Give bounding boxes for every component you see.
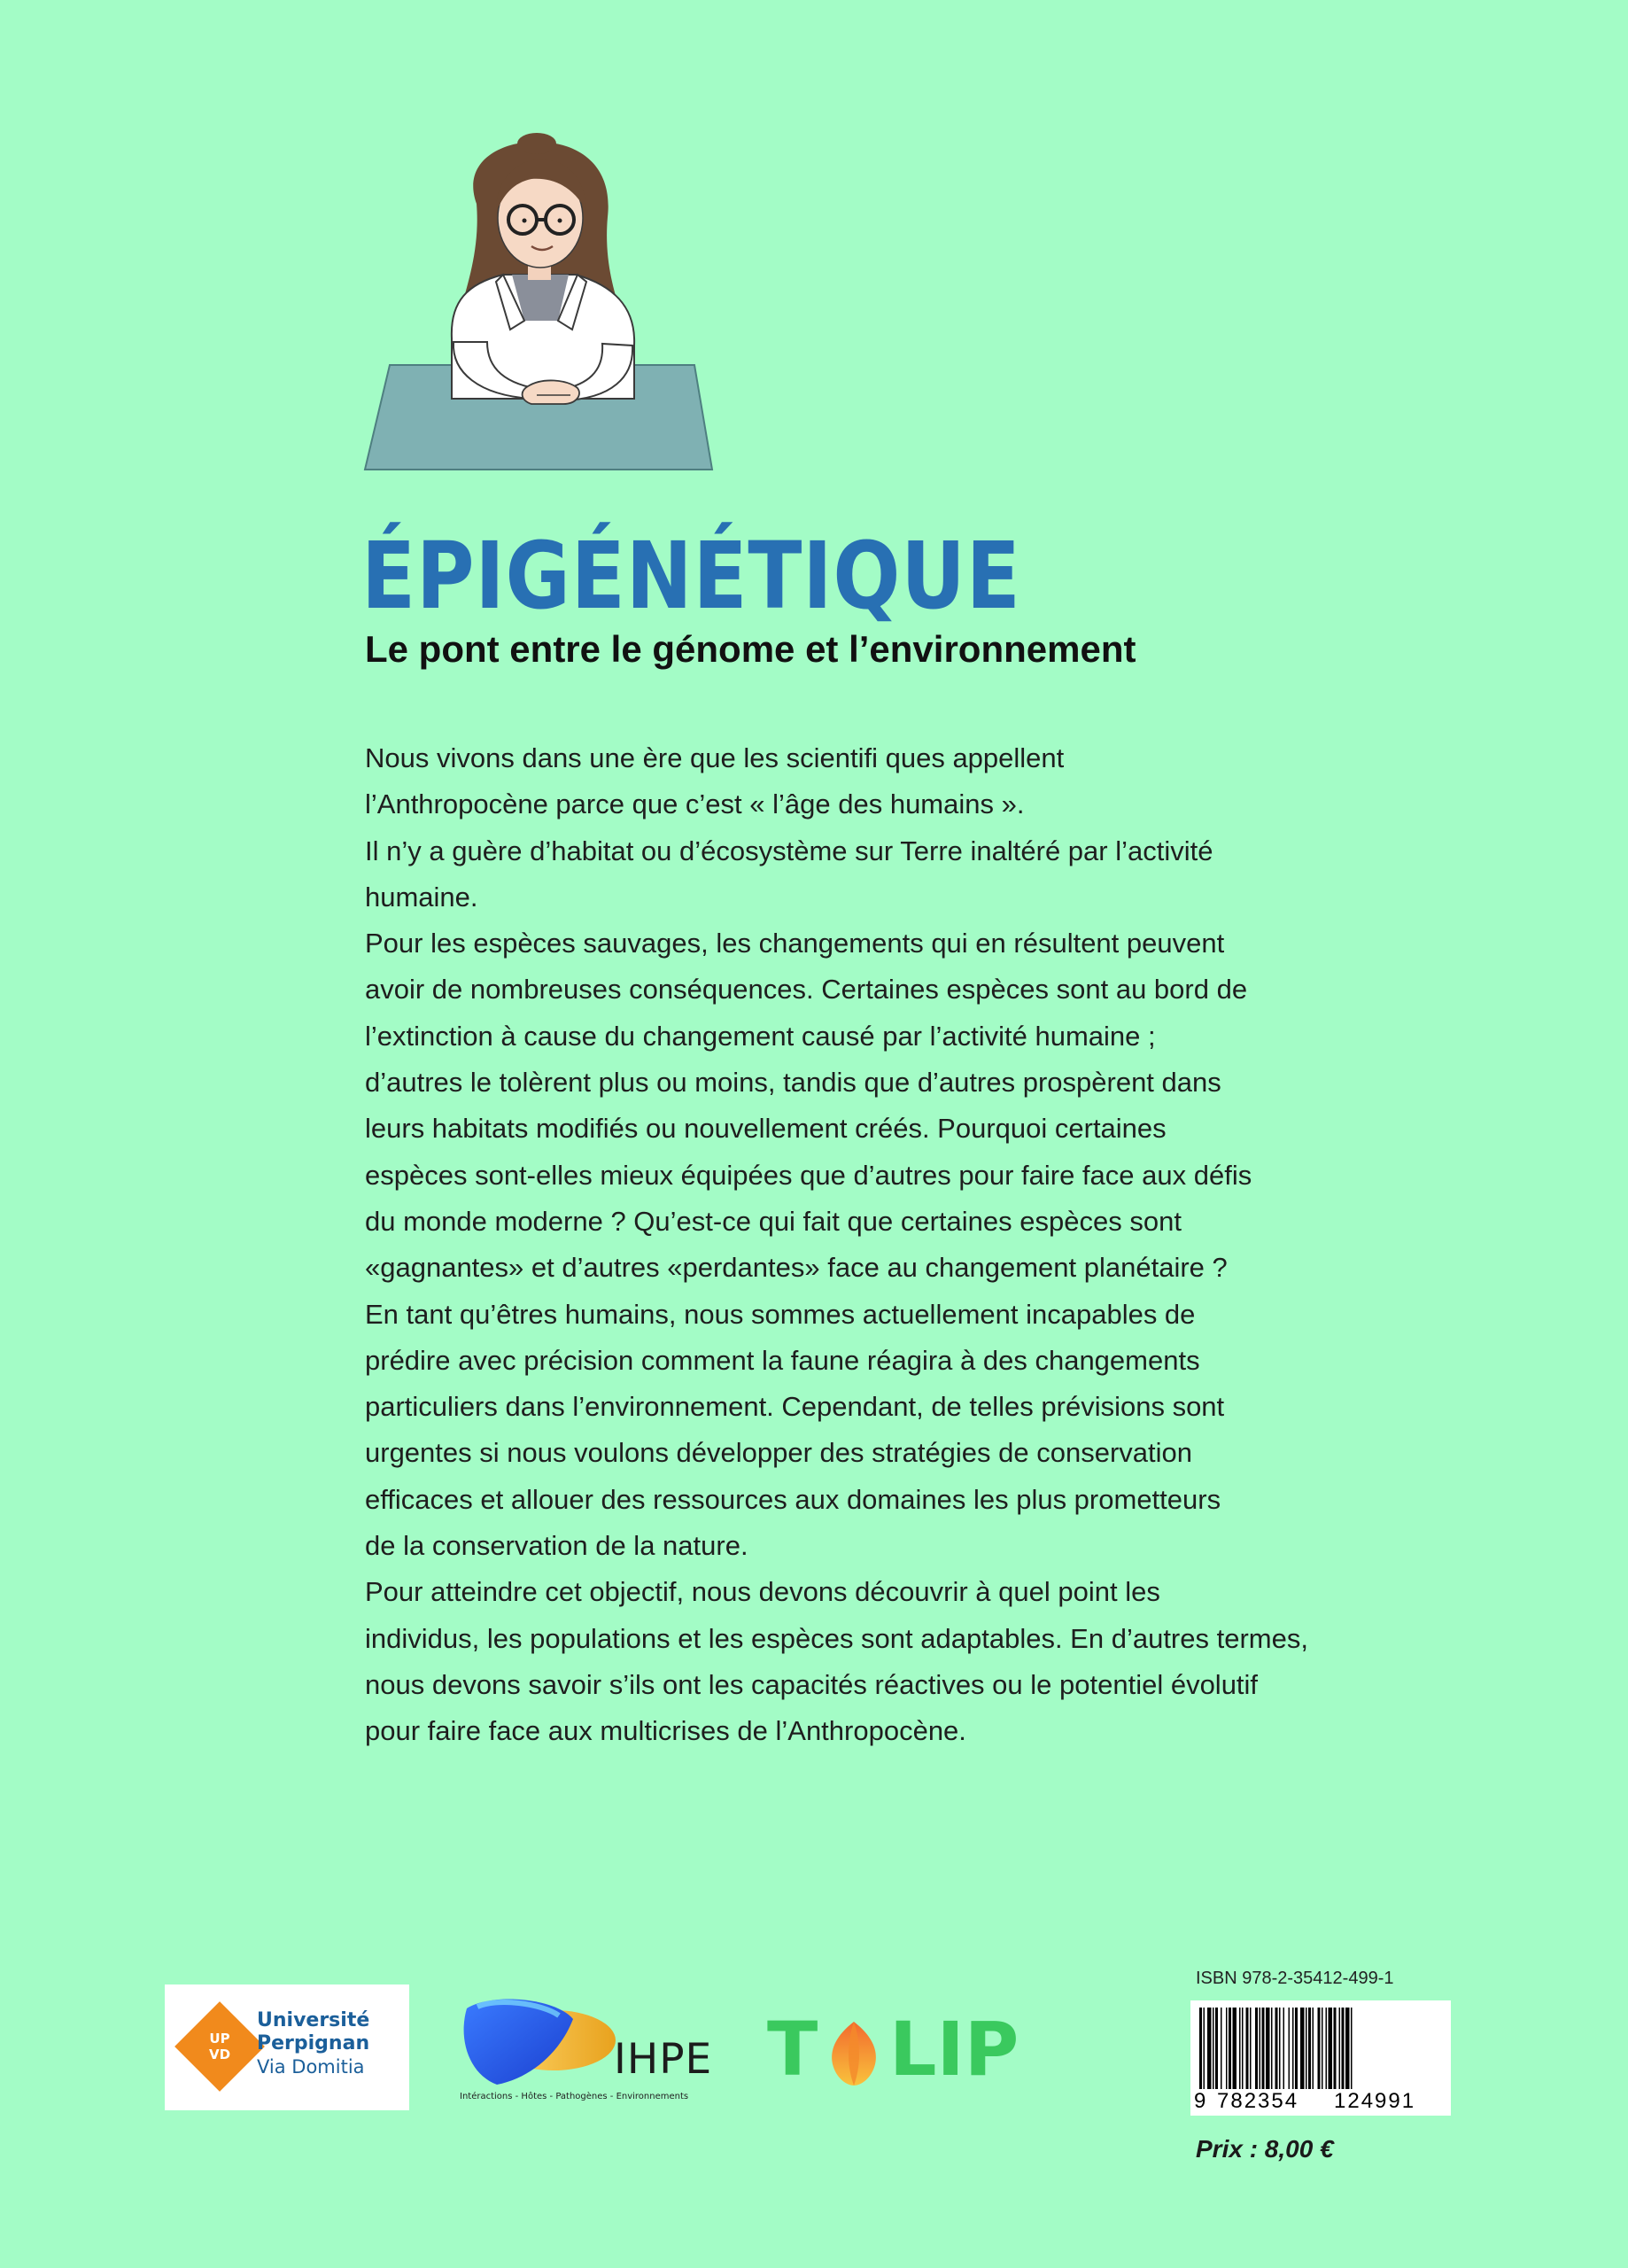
barcode-bar <box>1292 2008 1294 2089</box>
back-cover-blurb <box>365 735 1339 1755</box>
blurb-line: particuliers dans l’environnement. Cependant, de telles prévisions sont <box>365 1391 1225 1423</box>
barcode-bar <box>1199 2008 1202 2089</box>
ihpe-tagline: Intéractions - Hôtes - Pathogènes - Environnements <box>460 2092 689 2101</box>
tulip-flower-icon <box>820 2018 888 2089</box>
barcode-bar <box>1260 2008 1261 2089</box>
blurb-line: En tant qu’êtres humains, nous sommes actuellement incapables de <box>365 1298 1196 1330</box>
blurb-line: l’extinction à cause du changement causé par l’activité humaine ; <box>365 1020 1156 1052</box>
barcode-bar <box>1271 2008 1273 2089</box>
barcode-bar <box>1326 2008 1328 2089</box>
barcode-digit-first: 9 <box>1194 2089 1206 2113</box>
upvd-name-line3: Via Domitia <box>257 2056 365 2078</box>
barcode-bar <box>1226 2008 1228 2089</box>
blurb-line: nous devons savoir s’ils ont les capacités réactives ou le potentiel évolutif <box>365 1668 1259 1700</box>
barcode-bar <box>1239 2008 1241 2089</box>
blurb-line: pour faire face aux multicrises de l’Anthropocène. <box>365 1715 966 1747</box>
blurb-line: individus, les populations et les espèces sont adaptables. En d’autres termes, <box>365 1622 1308 1654</box>
barcode-digits-right: 124991 <box>1334 2089 1416 2113</box>
barcode-bar <box>1322 2008 1323 2089</box>
blurb-line: espèces sont-elles mieux équipées que d’autres pour faire face aux défis <box>365 1159 1252 1191</box>
blurb-line: efficaces et allouer des ressources aux domaines les plus prometteurs <box>365 1483 1221 1515</box>
upvd-mark <box>188 2015 252 2078</box>
ihpe-name: IHPE <box>614 2035 713 2084</box>
blurb-line: Nous vivons dans une ère que les scientifi ques appellent <box>365 742 1065 773</box>
upvd-mark-line2: VD <box>208 2047 231 2062</box>
barcode-bar <box>1242 2008 1244 2089</box>
barcode-bar <box>1289 2008 1291 2089</box>
barcode-bar <box>1351 2008 1353 2089</box>
barcode-bar <box>1295 2008 1298 2089</box>
blurb-line: «gagnantes» et d’autres «perdantes» face au changement planétaire ? <box>365 1252 1228 1284</box>
book-title: ÉPIGÉNÉTIQUE <box>361 522 1021 630</box>
barcode-bar <box>1300 2008 1305 2089</box>
isbn-number: ISBN 978-2-35412-499-1 <box>1196 1969 1394 1988</box>
barcode-digits-left: 782354 <box>1217 2089 1299 2113</box>
barcode-bar <box>1342 2008 1345 2089</box>
tulip-logo-letter-t: T <box>767 2006 818 2093</box>
tulip-logo-letters: LIP <box>889 2006 1019 2093</box>
blurb-line: Pour atteindre cet objectif, nous devons découvrir à quel point les <box>365 1576 1160 1608</box>
hands <box>523 380 579 404</box>
blurb-line: l’Anthropocène parce que c’est « l’âge des humains ». <box>365 788 1025 820</box>
barcode-bar <box>1207 2008 1212 2089</box>
barcode-bar <box>1339 2008 1341 2089</box>
barcode-bar <box>1345 2008 1350 2089</box>
barcode-bar <box>1246 2008 1249 2089</box>
ihpe-logo <box>456 1989 731 2109</box>
upvd-logo <box>165 1984 409 2110</box>
blurb-line: d’autres le tolèrent plus ou moins, tandis que d’autres prospèrent dans <box>365 1067 1221 1099</box>
barcode-bar <box>1221 2008 1222 2089</box>
barcode-bar <box>1213 2008 1214 2089</box>
barcode-bar <box>1308 2008 1311 2089</box>
barcode-bar <box>1318 2008 1321 2089</box>
upvd-mark-line1: UP <box>209 2031 230 2047</box>
barcode-bar <box>1255 2008 1258 2089</box>
blurb-line: avoir de nombreuses conséquences. Certaines espèces sont au bord de <box>365 974 1248 1006</box>
book-subtitle: Le pont entre le génome et l’environnement <box>365 628 1136 670</box>
hair-bun <box>517 133 556 154</box>
barcode-bar <box>1329 2008 1333 2089</box>
barcode-bar <box>1279 2008 1281 2089</box>
upvd-name <box>257 2009 369 2078</box>
eye-right <box>558 219 562 223</box>
price-label: Prix : 8,00 € <box>1196 2135 1334 2163</box>
blurb-line: Pour les espèces sauvages, les changements qui en résultent peuvent <box>365 928 1225 959</box>
ihpe-emblem-icon <box>456 1989 624 2091</box>
blurb-line: prédire avec précision comment la faune réagira à des changements <box>365 1344 1200 1376</box>
barcode-bar <box>1204 2008 1205 2089</box>
scientist-illustration <box>354 133 726 478</box>
barcode-bar <box>1266 2008 1270 2089</box>
blurb-line: urgentes si nous voulons développer des stratégies de conservation <box>365 1437 1193 1469</box>
blurb-line: Il n’y a guère d’habitat ou d’écosystème sur Terre inaltéré par l’activité <box>365 835 1213 866</box>
upvd-name-line2: Perpignan <box>257 2032 370 2054</box>
barcode-bar <box>1306 2008 1307 2089</box>
barcode-bar <box>1283 2008 1285 2089</box>
barcode-bar <box>1250 2008 1252 2089</box>
blurb-line: du monde moderne ? Qu’est-ce qui fait que certaines espèces sont <box>365 1205 1182 1237</box>
upvd-name-line1: Université <box>257 2009 370 2031</box>
barcode-bar <box>1229 2008 1231 2089</box>
barcode-bar <box>1262 2008 1265 2089</box>
eye-left <box>523 219 527 223</box>
blurb-line: leurs habitats modifiés ou nouvellement créés. Pourquoi certaines <box>365 1113 1167 1145</box>
blurb-line: de la conservation de la nature. <box>365 1530 748 1562</box>
barcode-bar <box>1334 2008 1337 2089</box>
barcode-bar <box>1233 2008 1237 2089</box>
barcode-bar <box>1313 2008 1314 2089</box>
barcode-bar <box>1215 2008 1218 2089</box>
blurb-line: humaine. <box>365 881 478 913</box>
barcode-bar <box>1275 2008 1278 2089</box>
